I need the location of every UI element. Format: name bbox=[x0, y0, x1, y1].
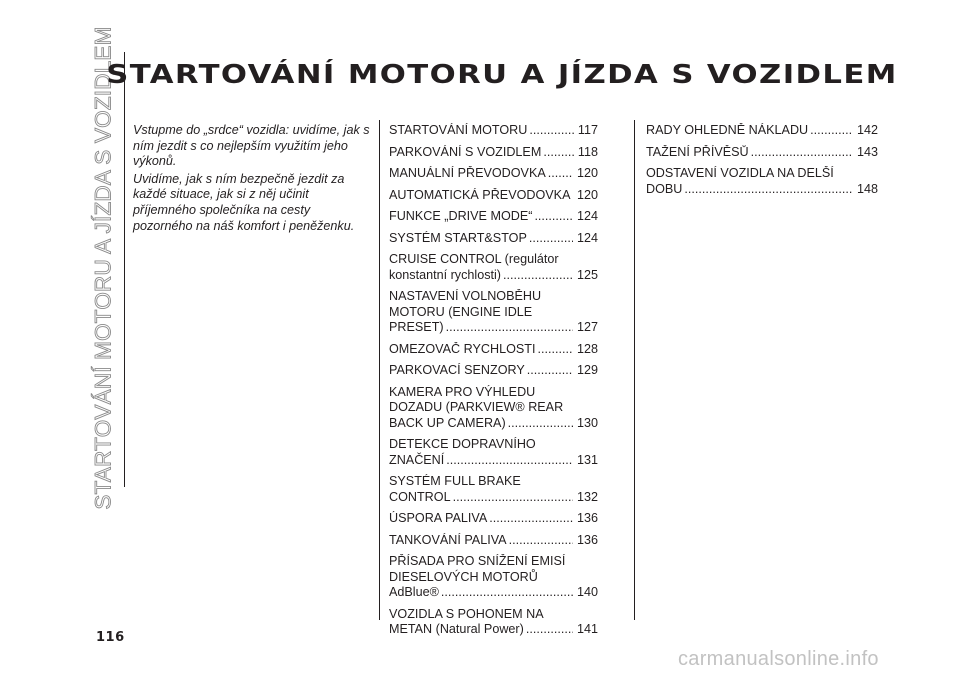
column-divider bbox=[634, 120, 635, 620]
toc-entry[interactable] bbox=[389, 511, 598, 527]
toc-entry[interactable] bbox=[389, 385, 598, 432]
toc-entry-page: 120 bbox=[573, 188, 598, 204]
column-divider bbox=[379, 120, 380, 620]
side-section-title-text: STARTOVÁNÍ MOTORU A JÍZDA S VOZIDLEM bbox=[91, 26, 117, 510]
toc-entry[interactable] bbox=[389, 209, 598, 225]
watermark: carmanualsonline.info bbox=[678, 648, 879, 670]
toc-entry-page: 125 bbox=[573, 268, 598, 284]
toc-entry-page: 132 bbox=[573, 490, 598, 506]
toc-entry[interactable] bbox=[646, 145, 878, 161]
chapter-title: STARTOVÁNÍ MOTORU A JÍZDA S VOZIDLEM bbox=[106, 60, 898, 90]
toc-entry-page: 124 bbox=[573, 209, 598, 225]
toc-entry-page: 142 bbox=[853, 123, 878, 139]
side-section-title bbox=[84, 26, 124, 510]
toc-entry[interactable] bbox=[389, 533, 598, 549]
toc-entry-title: ODSTAVENÍ VOZIDLA NA DELŠÍ DOBU ..... bbox=[646, 166, 853, 197]
toc-entry-page: 140 bbox=[573, 585, 598, 601]
toc-entry-title: PARKOVÁNÍ S VOZIDLEM ..... bbox=[389, 145, 574, 161]
toc-entry-page: 124 bbox=[573, 231, 598, 247]
toc-entry[interactable] bbox=[389, 252, 598, 283]
toc-entry[interactable] bbox=[389, 607, 598, 638]
toc-entry[interactable] bbox=[389, 123, 598, 139]
toc-entry[interactable] bbox=[389, 363, 598, 379]
toc-entry-page: 128 bbox=[573, 342, 598, 358]
page-number: 116 bbox=[96, 630, 125, 645]
toc-entry-page: 120 bbox=[573, 166, 598, 182]
side-divider bbox=[124, 52, 125, 487]
toc-entry[interactable] bbox=[389, 188, 598, 204]
toc-entry[interactable] bbox=[389, 289, 598, 336]
toc-entry-title: PARKOVACÍ SENZORY ..... bbox=[389, 363, 573, 379]
toc-entry-title: SYSTÉM FULL BRAKE CONTROL ..... bbox=[389, 474, 573, 505]
toc-entry[interactable] bbox=[389, 145, 598, 161]
toc-entry-page: 127 bbox=[573, 320, 598, 336]
toc-entry[interactable] bbox=[646, 123, 878, 139]
toc-entry-page: 118 bbox=[574, 145, 598, 161]
toc-entry-title: AUTOMATICKÁ PŘEVODOVKA ..... bbox=[389, 188, 573, 204]
toc-entry[interactable] bbox=[389, 474, 598, 505]
toc-entry-page: 130 bbox=[573, 416, 598, 432]
toc-entry[interactable] bbox=[646, 166, 878, 197]
toc-entry-title: CRUISE CONTROL (regulátor konstantní rychlosti) ..... bbox=[389, 252, 573, 283]
toc-entry-title: STARTOVÁNÍ MOTORU ..... bbox=[389, 123, 574, 139]
toc-entry-page: 141 bbox=[573, 622, 598, 638]
toc-entry-title: VOZIDLA S POHONEM NA METAN (Natural Power) ..... bbox=[389, 607, 573, 638]
toc-entry-page: 143 bbox=[853, 145, 878, 161]
toc-entry-page: 131 bbox=[573, 453, 598, 469]
toc-column-1 bbox=[389, 123, 598, 644]
toc-entry-title: ÚSPORA PALIVA ..... bbox=[389, 511, 573, 527]
toc-entry-title: RADY OHLEDNĚ NÁKLADU ..... bbox=[646, 123, 853, 139]
toc-entry[interactable] bbox=[389, 437, 598, 468]
toc-entry-title: TANKOVÁNÍ PALIVA ..... bbox=[389, 533, 573, 549]
toc-entry[interactable] bbox=[389, 166, 598, 182]
toc-entry-title: PŘÍSADA PRO SNÍŽENÍ EMISÍ DIESELOVÝCH MOTORŮ AdBlue® ..... bbox=[389, 554, 573, 601]
toc-column-2 bbox=[646, 123, 878, 203]
toc-entry-page: 136 bbox=[573, 533, 598, 549]
toc-entry-title: FUNKCE „DRIVE MODE“ ..... bbox=[389, 209, 573, 225]
toc-entry-title: DETEKCE DOPRAVNÍHO ZNAČENÍ ..... bbox=[389, 437, 573, 468]
toc-entry-title: SYSTÉM START&STOP ..... bbox=[389, 231, 573, 247]
toc-entry-title: MANUÁLNÍ PŘEVODOVKA ..... bbox=[389, 166, 573, 182]
toc-entry-page: 148 bbox=[853, 182, 878, 198]
intro-paragraph: Uvidíme, jak s ním bezpečně jezdit za každé situace, jak si z něj učinit příjemného společníka na cesty pozorného na náš komfort i peněženku. bbox=[133, 171, 355, 233]
toc-entry-title: OMEZOVAČ RYCHLOSTI ..... bbox=[389, 342, 573, 358]
intro-paragraph: Vstupme do „srdce“ vozidla: uvidíme, jak s ním jezdit s co nejlepším využitím jeho výkonů. bbox=[133, 123, 370, 169]
toc-entry[interactable] bbox=[389, 342, 598, 358]
toc-entry-page: 129 bbox=[573, 363, 598, 379]
toc-entry-title: KAMERA PRO VÝHLEDU DOZADU (PARKVIEW® REAR BACK UP CAMERA) ..... bbox=[389, 385, 573, 432]
toc-entry-page: 136 bbox=[573, 511, 598, 527]
toc-entry-page: 117 bbox=[574, 123, 598, 139]
toc-entry-title: NASTAVENÍ VOLNOBĚHU MOTORU (ENGINE IDLE PRESET) ..... bbox=[389, 289, 573, 336]
toc-entry[interactable] bbox=[389, 231, 598, 247]
intro-text bbox=[133, 123, 373, 236]
toc-entry[interactable] bbox=[389, 554, 598, 601]
toc-entry-title: TAŽENÍ PŘÍVĚSŮ ..... bbox=[646, 145, 853, 161]
